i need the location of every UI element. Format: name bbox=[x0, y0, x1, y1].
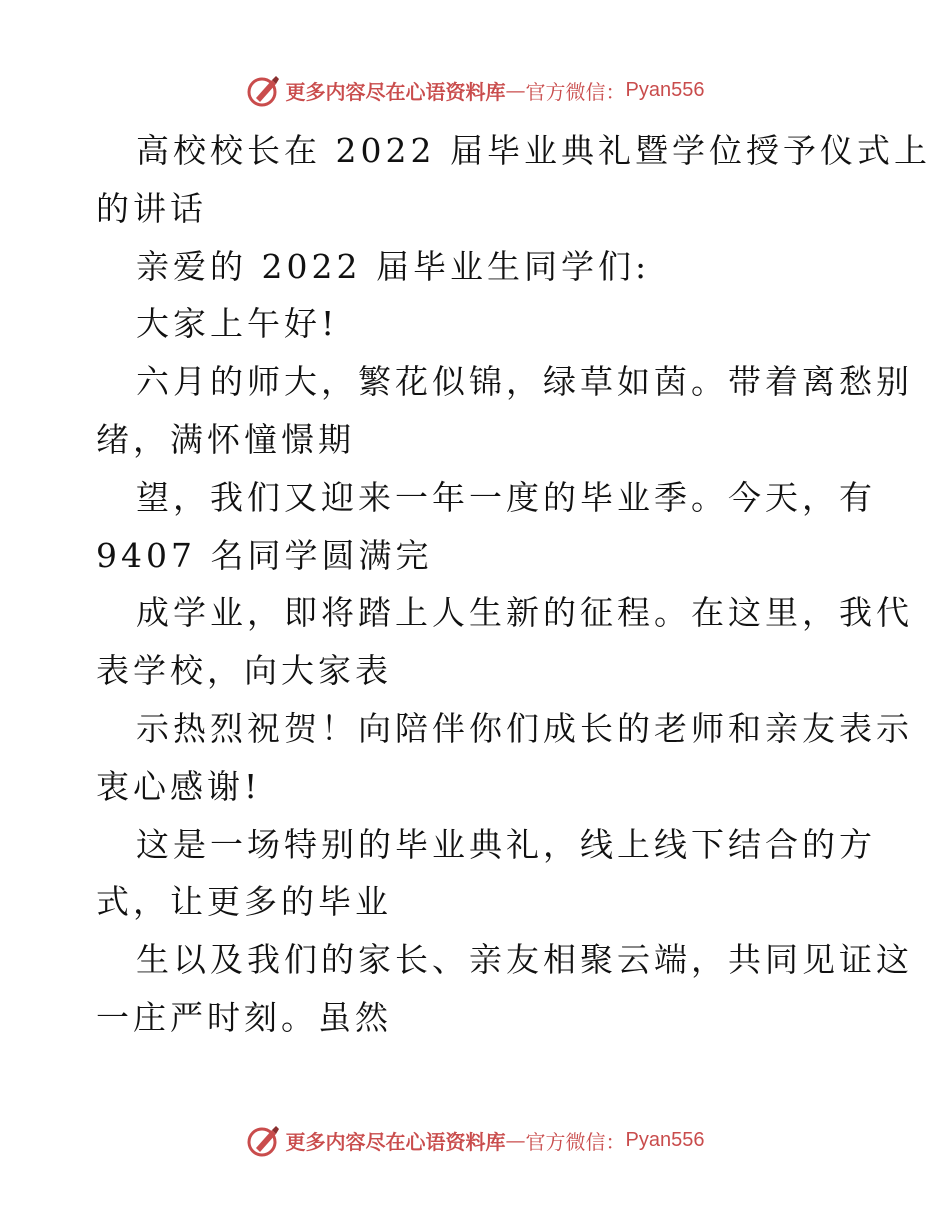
text-line: 这是一场特别的毕业典礼，线上线下结合的方 bbox=[136, 824, 876, 864]
text-line: 9407 名同学圆满完 bbox=[96, 535, 433, 575]
text-line: 高校校长在 2022 届毕业典礼暨学位授予仪式上 bbox=[136, 131, 931, 170]
text-line: 亲爱的 2022 届毕业生同学们: bbox=[136, 246, 651, 286]
text-line: 表学校，向大家表 bbox=[96, 651, 392, 691]
banner-text: 更多内容尽在心语资料库 bbox=[285, 79, 506, 104]
text-line: 的讲话 bbox=[96, 188, 207, 228]
banner-suffix: 官方微信： bbox=[525, 79, 626, 104]
banner-suffix: 官方微信： bbox=[525, 1129, 626, 1154]
header-watermark-banner bbox=[0, 70, 950, 110]
banner-text: 更多内容尽在心语资料库 bbox=[285, 1129, 506, 1154]
document-body bbox=[96, 122, 931, 1047]
pen-logo-icon bbox=[246, 1122, 282, 1158]
text-line: 大家上午好! bbox=[136, 304, 339, 344]
text-line: 望，我们又迎来一年一度的毕业季。今天，有 bbox=[136, 477, 876, 517]
footer-watermark-banner bbox=[0, 1120, 950, 1160]
text-line: 一庄严时刻。虽然 bbox=[96, 997, 392, 1037]
pen-logo-icon bbox=[246, 72, 282, 108]
text-line: 式，让更多的毕业 bbox=[96, 882, 392, 922]
banner-wechat-id: Pyan556 bbox=[625, 1128, 705, 1151]
text-line: 成学业，即将踏上人生新的征程。在这里，我代 bbox=[136, 593, 913, 633]
text-line: 生以及我们的家长、亲友相聚云端，共同见证这 bbox=[136, 940, 913, 980]
text-line: 绪，满怀憧憬期 bbox=[96, 419, 355, 459]
text-line: 衷心感谢! bbox=[96, 766, 262, 806]
banner-wechat-id: Pyan556 bbox=[625, 78, 705, 101]
text-line: 六月的师大，繁花似锦，绿草如茵。带着离愁别 bbox=[136, 362, 913, 402]
text-line: 示热烈祝贺！向陪伴你们成长的老师和亲友表示 bbox=[136, 708, 913, 748]
banner-separator: — bbox=[505, 78, 526, 102]
banner-separator: — bbox=[505, 1128, 526, 1152]
